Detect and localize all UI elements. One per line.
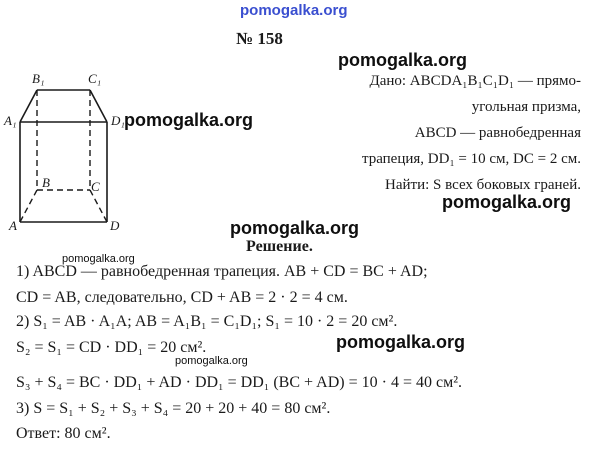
solution-line-3: 2) S₁ = AB · A₁A; AB = A₁B₁ = C₁D₁; S₁ = 10 · 2 = 20 см². bbox=[16, 313, 398, 330]
watermark-top: pomogalka.org bbox=[240, 2, 348, 19]
solution-line-1: 1) ABCD — равнобедренная трапеция. AB + CD = BC + AD; bbox=[16, 263, 428, 280]
solution-line-6: 3) S = S₁ + S₂ + S₃ + S₄ = 20 + 20 + 40 = 80 см². bbox=[16, 400, 331, 417]
watermark-e: pomogalka.org bbox=[62, 253, 135, 265]
vertex-label-c1: C₁ bbox=[88, 71, 102, 86]
vertex-label-c: C bbox=[91, 179, 100, 194]
given-line-2: угольная призма, bbox=[471, 99, 581, 115]
given-line-3: ABCD — равнобедренная bbox=[414, 125, 581, 141]
watermark-a: pomogalka.org bbox=[338, 50, 468, 70]
given-block bbox=[362, 68, 581, 198]
vertex-label-b1: B₁ bbox=[32, 71, 45, 86]
vertex-label-a: A bbox=[9, 218, 17, 233]
watermark-d: pomogalka.org bbox=[230, 218, 360, 238]
given-line-4: трапеция, DD₁ = 10 см, DC = 2 см. bbox=[361, 151, 581, 167]
watermark-f: pomogalka.org bbox=[336, 332, 466, 352]
vertex-label-b: B bbox=[42, 175, 50, 190]
watermark-g: pomogalka.org bbox=[175, 355, 248, 367]
answer-line: Ответ: 80 см². bbox=[16, 425, 111, 442]
problem-number: № 158 bbox=[236, 29, 283, 48]
solution-heading: Решение. bbox=[246, 238, 313, 255]
vertex-label-d: D bbox=[110, 218, 120, 233]
given-line-5: Найти: S всех боковых граней. bbox=[385, 177, 581, 193]
watermark-b: pomogalka.org bbox=[124, 110, 254, 130]
solution-line-2: CD = AB, следовательно, CD + AB = 2 · 2 = 4 см. bbox=[16, 289, 348, 306]
vertex-label-d1: D₁ bbox=[111, 113, 125, 128]
watermark-c: pomogalka.org bbox=[442, 192, 572, 212]
vertex-label-a1: A₁ bbox=[4, 113, 17, 128]
solution-line-5: S₃ + S₄ = BC · DD₁ + AD · DD₁ = DD₁ (BC + AD) = 10 · 4 = 40 см². bbox=[16, 374, 462, 391]
given-line-1: Дано: ABCDA₁B₁C₁D₁ — прямо- bbox=[369, 73, 581, 89]
solution-line-4: S₂ = S₁ = CD · DD₁ = 20 см². bbox=[16, 339, 207, 356]
